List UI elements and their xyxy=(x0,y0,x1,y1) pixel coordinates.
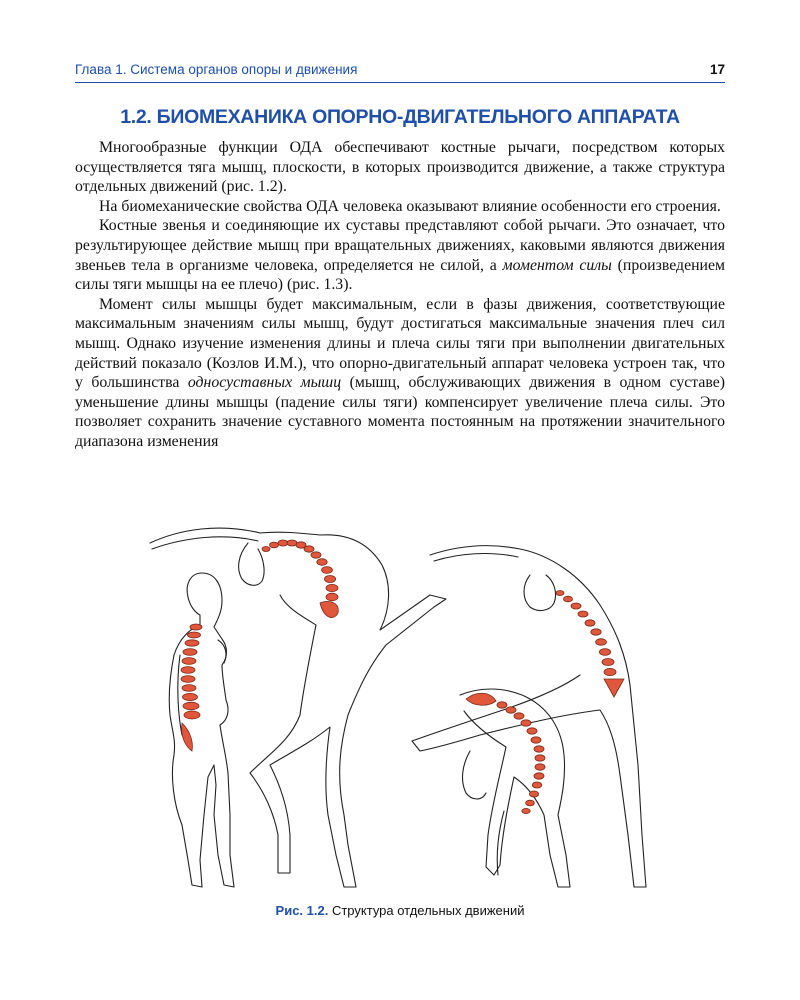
paragraph-3-text-a: Костные звенья и соединяющие их суставы представляют собой рычаги. Это означает, что результирующее действие мышц при вращательных движениях, каковыми являются движения звеньев тела в организме человека, определяется не силой, а xyxy=(75,217,725,274)
backbend-figure xyxy=(412,546,646,887)
section-title: 1.2. БИОМЕХАНИКА ОПОРНО-ДВИГАТЕЛЬНОГО АППАРАТА xyxy=(120,106,680,128)
paragraph-4 xyxy=(75,295,725,452)
paragraph-3-text-b: (произведением силы тяги мышцы на ее плечо) (рис. 1.3). xyxy=(75,256,725,294)
chapter-title: Глава 1. Система органов опоры и движения xyxy=(75,62,358,77)
term-single-joint-muscles: односуставных мышц xyxy=(187,374,342,392)
forward-bend-spine xyxy=(466,693,545,813)
body-text xyxy=(75,138,725,452)
standing-spine xyxy=(181,624,202,751)
caption-label: Рис. 1.2. xyxy=(275,903,329,918)
paragraph-4-text-b: (мышц, обслуживающих движения в одном суставе) уменьшение длины мышцы (падение силы тяги) компенсирует увеличение плеча силы. Это позволяет сохранить значение суставного момента постоянным на протяжении значительного диапазона изменения xyxy=(75,374,725,450)
backbend-spine xyxy=(556,591,624,698)
term-moment-of-force: моментом силы xyxy=(502,256,612,274)
paragraph-2: На биомеханические свойства ОДА человека оказывают влияние особенности его строения. xyxy=(99,197,721,215)
caption-text: Структура отдельных движений xyxy=(328,903,525,918)
page-number: 17 xyxy=(709,62,725,77)
figure-movement-structure xyxy=(130,515,670,900)
paragraph-3 xyxy=(75,216,725,294)
running-head xyxy=(75,60,725,83)
paragraph-1: Многообразные функции ОДА обеспечивают костные рычаги, посредством которых осуществляется тяга мышц, плоскости, в которых производится движение, а также структура отдельных движений (рис. 1.2). xyxy=(75,139,725,196)
standing-figure xyxy=(169,573,234,887)
dancer-spine xyxy=(262,540,338,618)
paragraph-4-text-a: Момент силы мышцы будет максимальным, если в фазы движения, соответствующие максимальным значениям силы мышц, будут достигаться максимальные значения плеч сил мышц. Однако изучение изменения длины и плеча силы тяги при выполнении двигательных действий показало (Козлов И.М.), что опорно-двигательный аппарат человека устроен так, что у большинства xyxy=(75,295,725,392)
figure-illustration xyxy=(130,515,670,900)
figure-caption xyxy=(75,903,725,918)
